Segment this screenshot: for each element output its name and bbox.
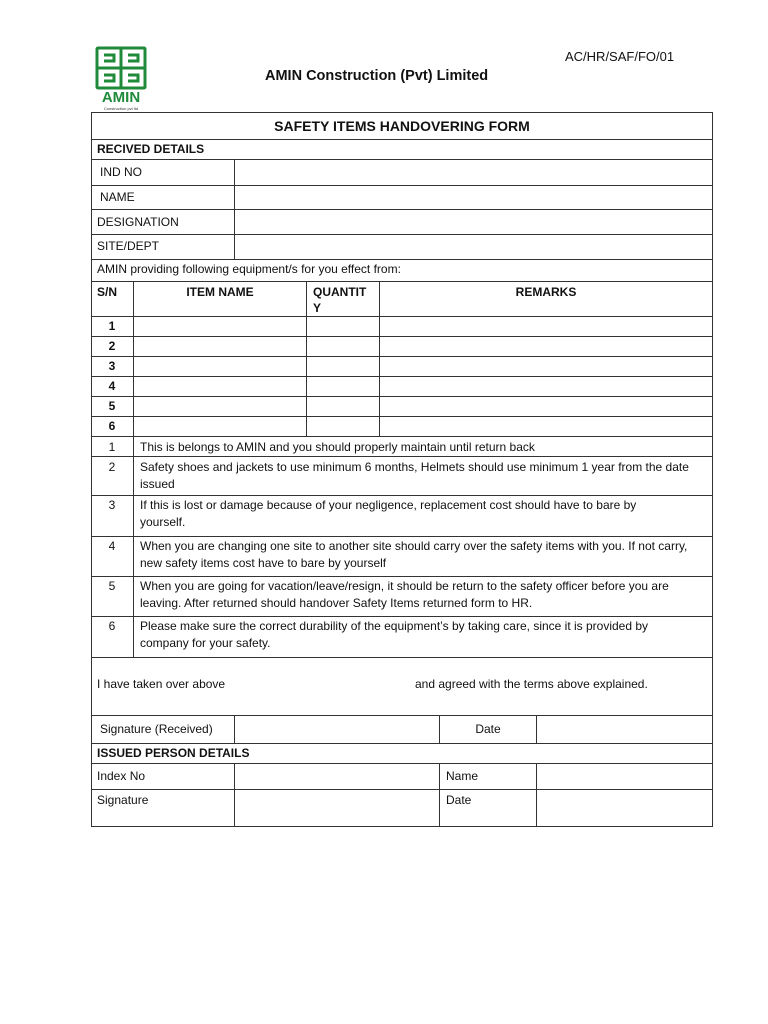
col-line: [306, 281, 307, 436]
col-line: [536, 715, 537, 743]
col-line: [234, 763, 235, 827]
company-name: AMIN Construction (Pvt) Limited: [265, 68, 489, 84]
row-line: [91, 416, 713, 417]
remarks-header: REMARKS: [515, 285, 577, 299]
row-line: [91, 356, 713, 357]
row-line: [91, 616, 713, 617]
term-number: 6: [108, 619, 116, 633]
row-line: [91, 536, 713, 537]
issued-signature-label: Signature: [97, 793, 149, 807]
row-line: [91, 396, 713, 397]
term-text: When you are changing one site to another site should carry over the safety items with you. If not carry, new safety items cost have to bare by yourself: [140, 539, 688, 570]
row-line: [91, 657, 713, 658]
term-number: 3: [108, 498, 116, 512]
item-row-number: 1: [108, 319, 116, 333]
name-label: NAME: [100, 190, 135, 204]
item-row-number: 3: [108, 359, 116, 373]
term-text: When you are going for vacation/leave/resign, it should be return to the safety officer before you are leaving. After returned should handover Safety Items returned form to HR.: [140, 579, 669, 610]
received-section-heading: RECIVED DETAILS: [97, 142, 205, 156]
signature-received-label: Signature (Received): [100, 722, 213, 736]
sn-header: S/N: [97, 285, 118, 299]
term-number: 5: [108, 579, 116, 593]
row-line: [91, 336, 713, 337]
index-no-field[interactable]: [236, 765, 437, 787]
row-line: [91, 281, 713, 282]
row-line: [91, 209, 713, 210]
issued-section-heading: ISSUED PERSON DETAILS: [97, 746, 250, 760]
term-number: 2: [108, 460, 116, 474]
issued-name-field[interactable]: [538, 765, 710, 787]
logo-subtext: Construction pvt ltd: [103, 106, 139, 111]
site-dept-input[interactable]: [236, 236, 711, 258]
designation-input[interactable]: [236, 211, 711, 233]
quantity-header-wrap: Y: [313, 301, 322, 315]
term-text: This is belongs to AMIN and you should properly maintain until return back: [140, 440, 535, 454]
term-text: Safety shoes and jackets to use minimum 6 months, Helmets should use minimum 1 year from the date issued: [140, 460, 689, 491]
row-line: [91, 495, 713, 496]
item-name-header: ITEM NAME: [186, 285, 254, 299]
border-bottom: [91, 826, 713, 827]
providing-text: AMIN providing following equipment/s for you effect from:: [97, 262, 401, 276]
row-line: [91, 376, 713, 377]
issued-signature-field[interactable]: [236, 791, 437, 825]
col-line: [133, 456, 134, 657]
signature-received-field[interactable]: [236, 717, 437, 741]
logo-text: AMIN: [101, 89, 141, 106]
row-line: [91, 316, 713, 317]
issued-date-field[interactable]: [538, 791, 710, 825]
amin-logo-icon: [92, 46, 150, 112]
handover-form: [91, 112, 713, 827]
agreement-text-left: I have taken over above: [97, 677, 226, 691]
col-line: [379, 281, 380, 436]
row-line: [91, 763, 713, 764]
row-line: [91, 159, 713, 160]
index-no-label: Index No: [97, 769, 146, 783]
row-line: [91, 436, 713, 437]
row-line: [91, 259, 713, 260]
border-top: [91, 112, 713, 113]
site-dept-label: SITE/DEPT: [97, 239, 160, 253]
issued-name-label: Name: [446, 769, 479, 783]
designation-label: DESIGNATION: [97, 215, 179, 229]
col-line: [439, 763, 440, 827]
term-number: 4: [108, 539, 116, 553]
item-row-number: 5: [108, 399, 116, 413]
border-right: [712, 112, 713, 827]
form-title: SAFETY ITEMS HANDOVERING FORM: [274, 118, 530, 134]
term-text: If this is lost or damage because of your negligence, replacement cost should have to bare by yourself.: [140, 498, 637, 529]
row-line: [91, 185, 713, 186]
ind-no-label: IND NO: [100, 165, 142, 179]
agreement-text-right: and agreed with the terms above explained.: [415, 677, 648, 691]
row-line: [91, 234, 713, 235]
row-line: [91, 743, 713, 744]
item-row-number: 6: [108, 419, 116, 433]
row-line: [91, 715, 713, 716]
row-line: [91, 456, 713, 457]
document-code: AC/HR/SAF/FO/01: [565, 49, 675, 64]
row-line: [91, 139, 713, 140]
row-line: [91, 789, 713, 790]
name-input[interactable]: [236, 187, 711, 208]
col-line: [536, 763, 537, 827]
date-received-field[interactable]: [538, 717, 710, 741]
col-line: [234, 715, 235, 743]
col-line: [234, 159, 235, 259]
quantity-header: QUANTIT: [313, 285, 367, 299]
col-line: [133, 281, 134, 456]
issued-date-label: Date: [446, 793, 472, 807]
item-row-number: 2: [108, 339, 116, 353]
date-label: Date: [475, 722, 501, 736]
term-text: Please make sure the correct durability of the equipment’s by taking care, since it is provided by company for your safety.: [140, 619, 649, 650]
item-row-number: 4: [108, 379, 116, 393]
term-number: 1: [108, 440, 116, 454]
ind-no-input[interactable]: [236, 161, 711, 183]
row-line: [91, 576, 713, 577]
